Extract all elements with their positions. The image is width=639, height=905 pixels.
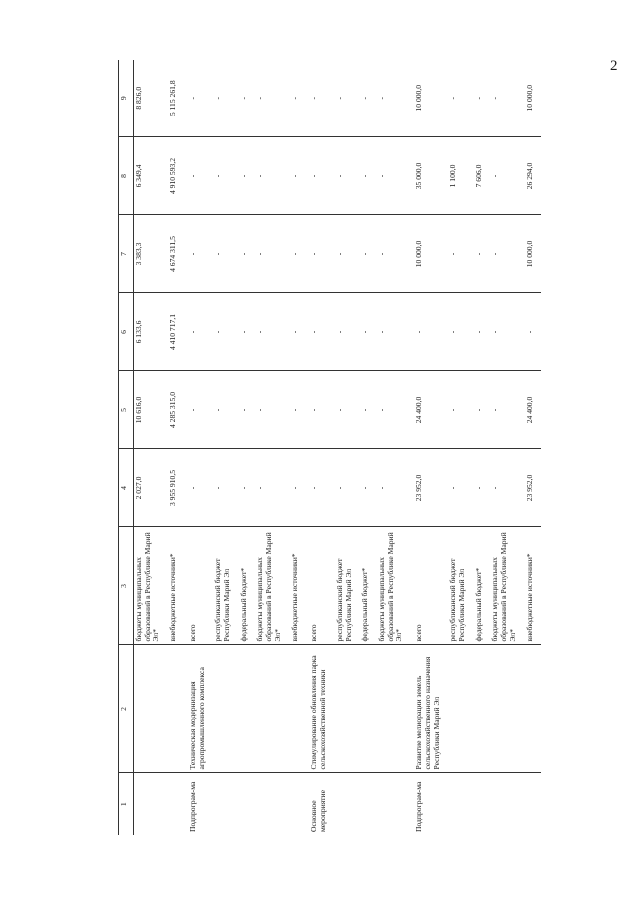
table-cell-3: республиканский бюджет Республики Марий Эл — [448, 527, 467, 645]
table-cell-4: - — [335, 449, 354, 527]
table-cell-4: - — [290, 449, 301, 527]
table-cell-5: - — [255, 371, 283, 449]
table-cell-4: - — [255, 449, 283, 527]
spacer-cell — [535, 773, 541, 835]
table-cell-8: 35 000,0 — [411, 137, 442, 215]
table-cell-1 — [490, 773, 518, 835]
table-cell-5: - — [290, 371, 301, 449]
table-cell-6: - — [360, 293, 371, 371]
table-cell-7: - — [306, 215, 328, 293]
spacer-cell — [535, 293, 541, 371]
table-cell-5: - — [306, 371, 328, 449]
table-cell-1 — [377, 773, 405, 835]
table-cell-5: 4 285 315,0 — [168, 371, 179, 449]
table-cell-9: 10 000,0 — [525, 60, 536, 137]
table-cell-8: - — [255, 137, 283, 215]
table-row — [411, 60, 442, 835]
table-cell-5: - — [474, 371, 485, 449]
table-row — [335, 60, 354, 835]
table-cell-2 — [134, 645, 163, 773]
table-cell-1: Основное мероприятие — [309, 790, 328, 832]
table-cell-5: - — [335, 371, 354, 449]
table-cell-9: - — [474, 60, 485, 137]
table-cell-8: 26 294,0 — [525, 137, 536, 215]
table-cell-5: - — [185, 371, 207, 449]
table-row — [255, 60, 283, 835]
table-cell-8: - — [377, 137, 405, 215]
table-cell-8: - — [306, 137, 328, 215]
table-cell-9: - — [306, 60, 328, 137]
table-cell-6: - — [335, 293, 354, 371]
table-cell-5: - — [448, 371, 467, 449]
table-cell-1: Подпрограм-ма — [414, 781, 424, 832]
table-cell-5: - — [213, 371, 232, 449]
table-cell-1 — [213, 773, 232, 835]
table-cell-7: - — [213, 215, 232, 293]
table-cell-2 — [239, 645, 250, 773]
table-cell-1 — [525, 773, 536, 835]
table-cell-6: - — [490, 293, 518, 371]
table-row — [360, 60, 371, 835]
table-cell-2 — [213, 645, 232, 773]
table-cell-6: - — [525, 293, 536, 371]
spacer-cell — [535, 137, 541, 215]
table-cell-7: - — [377, 215, 405, 293]
table-cell-7: 3 383,3 — [134, 215, 163, 293]
table-cell-3: внебюджетные источники* — [290, 527, 301, 645]
column-header: 6 — [119, 293, 134, 371]
table-row — [525, 60, 536, 835]
table-cell-4: - — [474, 449, 485, 527]
table-row — [213, 60, 232, 835]
table-cell-9: - — [448, 60, 467, 137]
table-cell-7: - — [255, 215, 283, 293]
table-cell-2 — [377, 645, 405, 773]
table-cell-2 — [448, 645, 467, 773]
table-cell-3: республиканский бюджет Республики Марий Эл — [213, 527, 232, 645]
table-cell-4: 23 952,0 — [525, 449, 536, 527]
table-cell-7: - — [335, 215, 354, 293]
table-cell-4: - — [306, 449, 328, 527]
table-cell-7: 4 674 311,5 — [168, 215, 179, 293]
table-cell-3: федеральный бюджет* — [239, 527, 250, 645]
table-cell-1 — [168, 773, 179, 835]
table-cell-2 — [360, 645, 371, 773]
spacer-cell — [535, 371, 541, 449]
table-cell-8: - — [335, 137, 354, 215]
table-row — [168, 60, 179, 835]
table-cell-3: бюджеты муниципальных образований в Республике Марий Эл* — [255, 527, 283, 645]
table-cell-6: - — [377, 293, 405, 371]
table-cell-2 — [168, 645, 179, 773]
table-cell-6: - — [448, 293, 467, 371]
table-cell-4: - — [360, 449, 371, 527]
column-header: 5 — [119, 371, 134, 449]
table-cell-7: - — [360, 215, 371, 293]
table-row — [377, 60, 405, 835]
table-cell-2 — [525, 645, 536, 773]
rotated-table-container — [118, 60, 638, 835]
table-cell-6: - — [411, 293, 442, 371]
table-row — [239, 60, 250, 835]
table-cell-3: всего — [306, 527, 328, 645]
table-cell-6: 6 133,6 — [134, 293, 163, 371]
spacer-cell — [535, 645, 541, 773]
table-cell-9: - — [185, 60, 207, 137]
table-cell-3: республиканский бюджет Республики Марий Эл — [335, 527, 354, 645]
table-cell-3: федеральный бюджет* — [360, 527, 371, 645]
table-cell-9: 5 115 261,8 — [168, 60, 179, 137]
spacer-cell — [535, 527, 541, 645]
table-cell-9: - — [213, 60, 232, 137]
table-cell-1 — [134, 773, 163, 835]
table-cell-8: - — [239, 137, 250, 215]
table-cell-4: - — [185, 449, 207, 527]
table-cell-3: федеральный бюджет* — [474, 527, 485, 645]
table-cell-1 — [255, 773, 283, 835]
table-row — [448, 60, 467, 835]
table-cell-9: - — [360, 60, 371, 137]
table-cell-5: - — [377, 371, 405, 449]
table-cell-4: - — [490, 449, 518, 527]
funding-table — [118, 60, 541, 835]
table-cell-8: 7 606,0 — [474, 137, 485, 215]
spacer-cell — [535, 60, 541, 137]
table-row — [290, 60, 301, 835]
table-cell-5: 10 616,0 — [134, 371, 163, 449]
table-cell-3: всего — [411, 527, 442, 645]
table-cell-6: - — [239, 293, 250, 371]
table-cell-4: - — [377, 449, 405, 527]
table-cell-8: - — [213, 137, 232, 215]
table-cell-7: 10 000,0 — [411, 215, 442, 293]
table-cell-9: - — [490, 60, 518, 137]
table-cell-9: - — [239, 60, 250, 137]
column-header: 9 — [119, 60, 134, 137]
table-cell-9: - — [335, 60, 354, 137]
table-cell-1 — [290, 773, 301, 835]
table-cell-8: 1 100,0 — [448, 137, 467, 215]
table-cell-5: 24 400,0 — [525, 371, 536, 449]
table-cell-4: - — [239, 449, 250, 527]
table-cell-7: - — [448, 215, 467, 293]
table-cell-7: - — [474, 215, 485, 293]
column-header: 7 — [119, 215, 134, 293]
table-cell-1 — [448, 773, 467, 835]
table-cell-8: 6 349,4 — [134, 137, 163, 215]
table-cell-5: - — [360, 371, 371, 449]
table-cell-1 — [360, 773, 371, 835]
table-cell-7: - — [185, 215, 207, 293]
table-cell-5: 24 400,0 — [411, 371, 442, 449]
table-cell-4: 3 955 910,5 — [168, 449, 179, 527]
table-cell-6: - — [306, 293, 328, 371]
column-header: 1 — [119, 773, 134, 835]
table-cell-2 — [474, 645, 485, 773]
table-cell-6: - — [290, 293, 301, 371]
table-cell-3: всего — [185, 527, 207, 645]
table-cell-2 — [335, 645, 354, 773]
table-cell-6: - — [213, 293, 232, 371]
table-cell-1 — [239, 773, 250, 835]
column-header: 4 — [119, 449, 134, 527]
spacer-cell — [535, 449, 541, 527]
page-number: 2 — [610, 58, 618, 74]
table-cell-8: - — [290, 137, 301, 215]
table-cell-3: бюджеты муниципальных образований в Республике Марий Эл* — [377, 527, 405, 645]
table-cell-4: 2 027,0 — [134, 449, 163, 527]
table-cell-7: - — [290, 215, 301, 293]
column-header: 8 — [119, 137, 134, 215]
table-cell-2: Стимулирование обновления парка сельскохозяйственной техники — [306, 645, 328, 773]
table-cell-6: - — [185, 293, 207, 371]
table-cell-8: - — [185, 137, 207, 215]
header-row — [119, 60, 134, 835]
table-cell-2 — [490, 645, 518, 773]
table-cell-4: - — [213, 449, 232, 527]
table-cell-8: - — [360, 137, 371, 215]
spacer-cell — [535, 215, 541, 293]
row-spacer — [535, 60, 541, 835]
table-cell-2: Развитие мелиорации земель сельскохозяйственного назначения Республики Марий Эл — [411, 645, 442, 773]
table-cell-3: бюджеты муниципальных образований в Республике Марий Эл* — [134, 527, 163, 645]
table-cell-9: 10 000,0 — [411, 60, 442, 137]
table-cell-6: 4 410 717,1 — [168, 293, 179, 371]
table-cell-9: - — [290, 60, 301, 137]
table-cell-7: 10 000,0 — [525, 215, 536, 293]
table-cell-3: внебюджетные источники* — [525, 527, 536, 645]
table-cell-5: - — [239, 371, 250, 449]
table-cell-4: 23 952,0 — [411, 449, 442, 527]
table-cell-2 — [290, 645, 301, 773]
table-cell-5: - — [490, 371, 518, 449]
table-cell-7: - — [239, 215, 250, 293]
table-cell-9: - — [377, 60, 405, 137]
table-row — [490, 60, 518, 835]
table-cell-9: - — [255, 60, 283, 137]
table-row — [134, 60, 163, 835]
table-cell-2 — [255, 645, 283, 773]
table-cell-7: - — [490, 215, 518, 293]
table-row — [185, 60, 207, 835]
table-cell-9: 8 826,0 — [134, 60, 163, 137]
table-cell-1: Подпрограм-ма — [187, 781, 197, 832]
table-cell-6: - — [255, 293, 283, 371]
table-cell-1 — [335, 773, 354, 835]
table-cell-2: Техническая модернизация агропромышленного комплекса — [185, 645, 207, 773]
table-cell-3: внебюджетные источники* — [168, 527, 179, 645]
table-row — [474, 60, 485, 835]
table-cell-1 — [474, 773, 485, 835]
column-header: 3 — [119, 527, 134, 645]
table-cell-8: - — [490, 137, 518, 215]
table-cell-4: - — [448, 449, 467, 527]
column-header: 2 — [119, 645, 134, 773]
table-row — [306, 60, 328, 835]
table-cell-3: бюджеты муниципальных образований в Республике Марий Эл* — [490, 527, 518, 645]
table-cell-6: - — [474, 293, 485, 371]
table-cell-8: 4 910 593,2 — [168, 137, 179, 215]
